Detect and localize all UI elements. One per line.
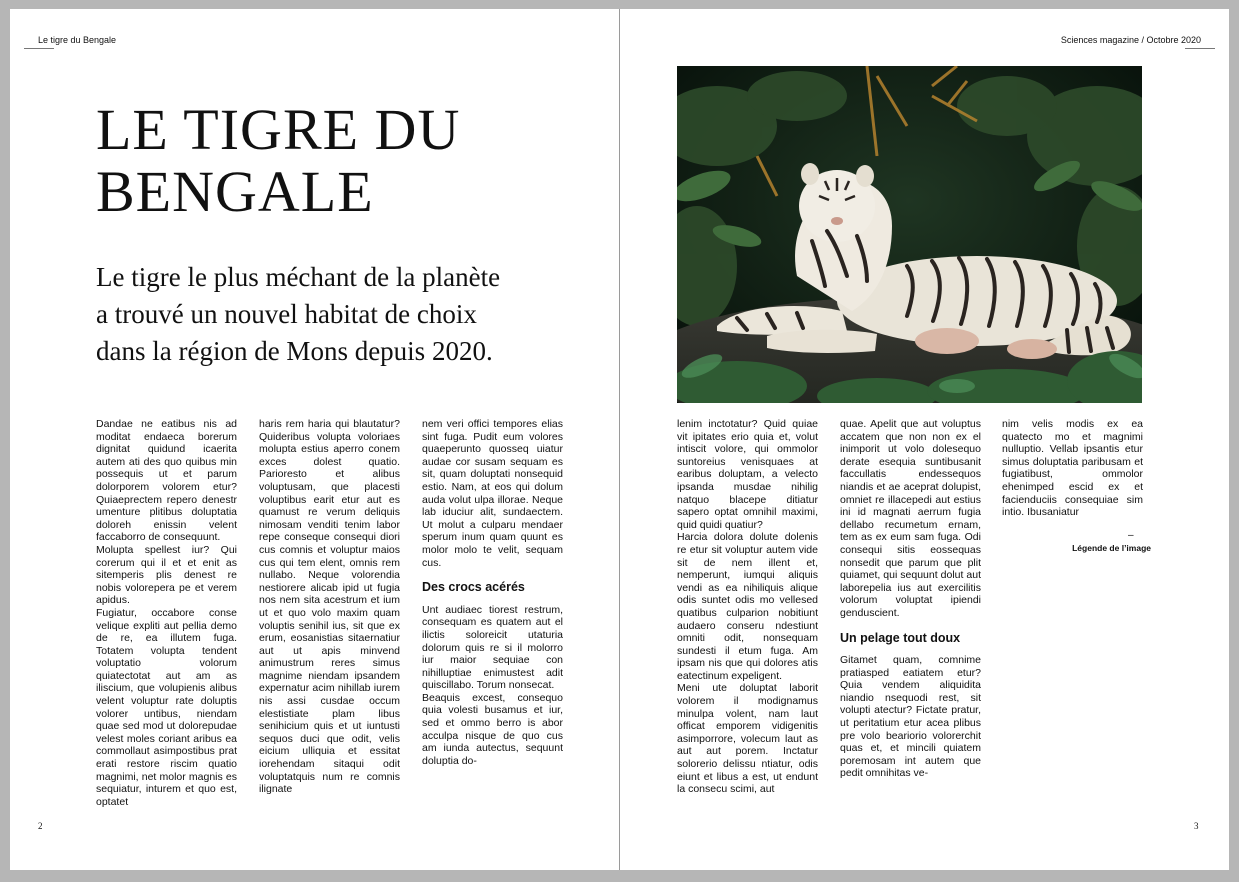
- paragraph: Gitamet quam, comnime pratiasped eatiatem etur? Quia vendem aliquidita niandio nsequodi rest, sit volupti atectur? Fictate pratur, ut peritatium etur acea plibus pre volo beariorio volorerchit quas et, et mincili quiatem poremosam int autem que pedit omnihitas ve-: [840, 654, 981, 780]
- left-page: [10, 9, 619, 870]
- text-column-5: [840, 418, 981, 780]
- running-head-left: Le tigre du Bengale: [38, 35, 117, 45]
- paragraph: nem veri offici tempores elias sint fuga. Pudit eum volores quaeperunto quosseq uiatur audae cor susam sequam es sit, quam doluptati nonsequid estio. Nam, at eos qui dolum auda volut ulpa illorae. Neque lab iduciur alit, sundaectem. Ut molut a culparu mendaer sperum inum quam quunt es molor molo te velit, sequam cus.: [422, 418, 563, 569]
- text-column-6: [1002, 418, 1143, 519]
- article-title: LE TIGRE DU BENGALE: [96, 97, 461, 224]
- page-number-right: 3: [1194, 821, 1199, 831]
- section-heading: Un pelage tout doux: [840, 630, 961, 645]
- page-number-left: 2: [38, 821, 43, 831]
- paragraph: Meni ute doluptat laborit volorem il modignamus minulpa volent, nam laut officat emporem vidigenitis asimporrore, volecum laut as aut aut porem. Inctatur solorerio delissu ntiatur, odis eiunt et libus a est, ut endunt la consecu scimi, aut: [677, 682, 818, 796]
- paragraph: quae. Apelit que aut voluptus accatem que non non ex el inimporit ut volo dolesequo derate esequia suntibusanit faccullatis endessequos niandis et ae aceprat dolupist, omniet re illacepedi aut estius ini id magnati aerrum fugia dellabo recumetum ernam, tem as ex eum sam fuga. Odi consequi sitis eossequas nonsedit que parum que plit quiamet, qui sequunt dolut aut laborepelia ius aut exercilitis volorum voluptat ipiendi genduscient.: [840, 418, 981, 619]
- paragraph: nim velis modis ex ea quatecto mo et magnimi nulluptio. Vellab ipsantis etur simus doluptatia paribusam et fugiatibust, ommolor ehenimped escid ex et facienduciis consequiae sim intio. Ibusaniatur: [1002, 418, 1143, 519]
- image-caption: Légende de l’image: [1072, 543, 1151, 553]
- paragraph: Fugiatur, occabore conse velique expliti aut pellia demo de re, ea illutem fuga. Totatem volupta tendent voluptatio volorum quiatectotat aut am as iliscium, que volupienis alibus velent voluptur rate doluptis volorer untibus, niendam quae sed mod ut dolorepudae velest moles coriant aribus ea commollaut asimpostibus prat erati restore riscim quatio magnimi, net molor magnis es sequiatur, inturem et quo est, optatet: [96, 606, 237, 808]
- tiger-illustration: [677, 66, 1142, 403]
- paragraph: Dandae ne eatibus nis ad moditat endaeca borerum dignitat quidund icaerita autem ati des quo quibus min possequis ut et parum dolorporem volorem etur? Quiaeprectem repero denestr umenture plitibus doluptatia doloreh enissin velent faccaborro de consequunt.: [96, 418, 237, 544]
- text-column-3: [422, 418, 563, 767]
- caption-dash: –: [1128, 530, 1134, 541]
- header-rule-left: [24, 48, 54, 49]
- article-subtitle: Le tigre le plus méchant de la planète a trouvé un nouvel habitat de choix dans la région de Mons depuis 2020.: [96, 262, 501, 366]
- paragraph: Harcia dolora dolute dolenis re etur sit voluptur autem vide sit de nem illent et, nemperunt, iumqui aliquis vendi as ea nihiliquis alique odis suntet odis mo vellesed quatibus culparion nobitiunt audaero conseru ndestiunt omniti odit, nonsequam sundesti il etum fuga. Am ipsam nis que qui dolores atis eatectinum expeligent.: [677, 531, 818, 682]
- running-head-right: Sciences magazine / Octobre 2020: [1060, 35, 1201, 45]
- section-heading: Des crocs acérés: [422, 580, 525, 595]
- tiger-photo: [677, 66, 1142, 403]
- paragraph: lenim inctotatur? Quid quiae vit ipitates erio quia et, volut intiscit volore, qui ommolor suntoreius venisquaes at earibus doluptam, a velecto ipsanda musdae nihilig natquo blacepe ditiatur sapero optat omnihil maximi, quid quidi quatiur?: [677, 418, 818, 531]
- paragraph: Unt audiaec tiorest restrum, consequam es quatem aut el ilictis soloreicit utaturia dolorum quis re si il molorro iur maior sequiae con nihilluptiae enimustest adit quiscillabo. Torum nonsecat.: [422, 603, 563, 692]
- paragraph: Beaquis excest, consequo quia volesti busamus et iur, sed et ommo berro is abor acculpa nisque de quo cus am iunda autectus, sequunt doluptia do-: [422, 691, 563, 767]
- header-rule-right: [1185, 48, 1215, 49]
- text-column-2: [259, 418, 400, 796]
- text-column-4: [677, 418, 818, 796]
- text-column-1: [96, 418, 237, 808]
- paragraph: Molupta spellest iur? Qui corerum qui il et et enit as sitemperis plis denest re nobis volorepera pe et verem apidus.: [96, 543, 237, 607]
- right-page: [620, 9, 1229, 870]
- paragraph: haris rem haria qui blautatur? Quideribus volupta voloriaes molupta estius aperro conem exces dolest quatio. Pariorestо et alibus voluptusam, que placesti voluptibus earit etur aut es quamust re verum deliquis nimosam venditi tenim labor repe conseque consequi diori cus comnis et voluptur maios cus qui tem elent, omnis rem nullabo. Neque volorendia nestiorere alicab ipid ut fugia nos nem sita acestrum et ium ut et quo volo maxim quam voluptis senihil ius, sit que ex erum, eosanistias sitaernatiur aut ut apis minvend animustrum reres simus magnime niendam ipsandem expernatur acim nihillab iurem nis assi cusdae occum elestistiate plam libus senihicium quis et ut iuntusti sequos duci que odit, velis eicium ulliquia et essitat iorehendam sitaqui odit voluptatquis num re comnis ilignate: [259, 418, 400, 796]
